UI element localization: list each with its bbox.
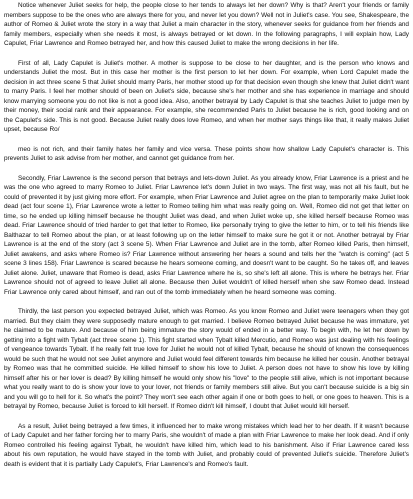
paragraph-romeo: Thirdly, the last person you expected betrayed Juliet, which was Romeo. As you know Romeo and Juliet were teenagers when they got married. But they claim they were supposedly mature enough to get married. I believe Romeo betrayed Juliet because he was immature, yet he claimed to be mature. And because of him being immature the story would of ended in a better way. To begin with, he let her down by getting into a fight with Tybalt (act three scene 1). This fight started when Tybalt killed Mercutio, and Romeo was just dealing with his feelings of vengeance towards Tybalt. If he really felt true love for Juliet he would not of killed Tybalt, because he should of known the consequences would be such that he would not see Juliet anymore and Juliet would feel different towards him because he killed her cousin. Another betrayal by Romeo was that he committed suicide. He killed himself to show his love to Juliet. A person does not have to show his love by killing himself after his or her lover is dead? By killing himself he would only show his "love" to the people still alive, which is not important because what you really want to do is show your love to your lover, not friends or family members still alive. But you can't because suicide is a big sin and you will go to hell for it. So what's the point? They won't see each other again if one or both goes to hell, or one goes to heaven. This is a betrayal by Romeo, because Juliet is forced to kill herself. If Romeo didn't kill himself, I doubt that Juliet would kill herself.: [4, 308, 409, 410]
paragraph-lady-capulet: First of all, Lady Capulet is Juliet's mother. A mother is suppose to be close to her daughter, and is the person who knows and understands Juliet the most. But in this case her mother is the first person to let her down. For example, when Lord Capulet made the decision in act three scene 5 that Juliet should marry Paris, her mother stood up for that decision even though she knew that Juliet didn't want to marry Paris. I feel her mother should of been on Juliet's side, because she's her mother and she has experience in marriage and should know marrying someone you do not like is not a good idea. Also, another betrayal by Lady Capulet is that she teaches Juliet to judge men by their money, their social rank and their appearance. For example, she recommended Paris to Juliet because he is rich, good looking and on the Capulet's side. This is not good. Because Juliet really does love Romeo, and when her mother says things like that, it really makes Juliet upset, because Ro/: [4, 59, 409, 133]
paragraph-friar-lawrence: Secondly, Friar Lawrence is the second person that betrays and lets-down Juliet. As you already know, Friar Lawrence is a priest and he was the one who agreed to marry Romeo to Juliet. Friar Lawrence let's down Juliet in two ways. The first way, was not all his fault, but he could of prevented it by just giving more effort. For example, when Friar Lawrence and Juliet agree on the plan to temporarily make Juliet look dead (act four scene 1), Friar Lawrence wrote a letter to Romeo telling him what was really going on. Well, Romeo did not get that letter on time, so he ended up killing himself because he thought Juliet was dead, and when Juliet woke up, she killed herself because Romeo was dead. Friar Lawrence should of tried harder to get that letter to Romeo, like personally trying to give the letter to him, or to tell his friends like Balthazar to tell Romeo about the plan, or at least following up on the letter himself to make sure he got it or not. Another betrayal by Friar Lawrence is at the end of the story (act 3 scene 5). When Friar Lawrence and Juliet are in the tomb, after Romeo killed Paris, then himself, Juliet awakens, and asks where Romeo is? Friar Lawrence without answering her hears a sound and tells her the "watch is coming" (act 5 scene 3 lines 158). Friar Lawrence is scared because he hears someone coming, and doesn't want to be caught. So he takes off, and leaves Juliet alone. Juliet, unaware that Romeo is dead, asks Friar Lawrence where he is, so she's left all alone. This is where he betrays her. Friar Lawrence should not of agreed to leave Juliet all alone. Because then Juliet wouldn't of killed herself when she saw Romeo dead. Instead Friar Lawrence only cared about himself, and ran out of the tomb immediately when he heard someone was coming.: [4, 174, 409, 296]
paragraph-lady-capulet-cont: meo is not rich, and their family hates her family and vice versa. These points show how shallow Lady Capulet's character is. This prevents Juliet to ask advise from her mother, and cannot get guidance from her.: [4, 145, 409, 162]
paragraph-intro: Notice whenever Juliet seeks for help, the people close to her tends to always let her down? Why is that? Aren't your friends or family members suppose to be the ones who are always there for you, and never let you down? Well not in Juliet's case. You see, Shakespeare, the author of Romeo & Juliet wrote the story in a way that Juliet a main character in the story, whenever seeks for guidance from her friends and family members, especially when she needs it most, is always betrayed or let down. In the following paragraphs, I will explain how, Lady Capulet, Friar Lawrence and Romeo betrayed her, and how this caused Juliet to make the wrong decisions in her life.: [4, 2, 409, 47]
paragraph-conclusion: As a result, Juliet being betrayed a few times, it influenced her to make wrong mistakes which lead her to her death. If it wasn't because of Lady Capulet and her father forcing her to marry Paris, she wouldn't of made a plan with Friar Lawrence to make her look dead. And if only Romeo controlled his feeling against Tybalt, he wouldn't have killed him, which lead to his banishment. Also if Friar Lawrence cared less about his own reputation, he would have stayed in the tomb with Juliet, and probably could of prevented Juliet's suicide. Therefore Juliet's death is evident that it is partially Lady Capulet's, Friar Lawrence's and Romeo's fault.: [4, 422, 409, 468]
